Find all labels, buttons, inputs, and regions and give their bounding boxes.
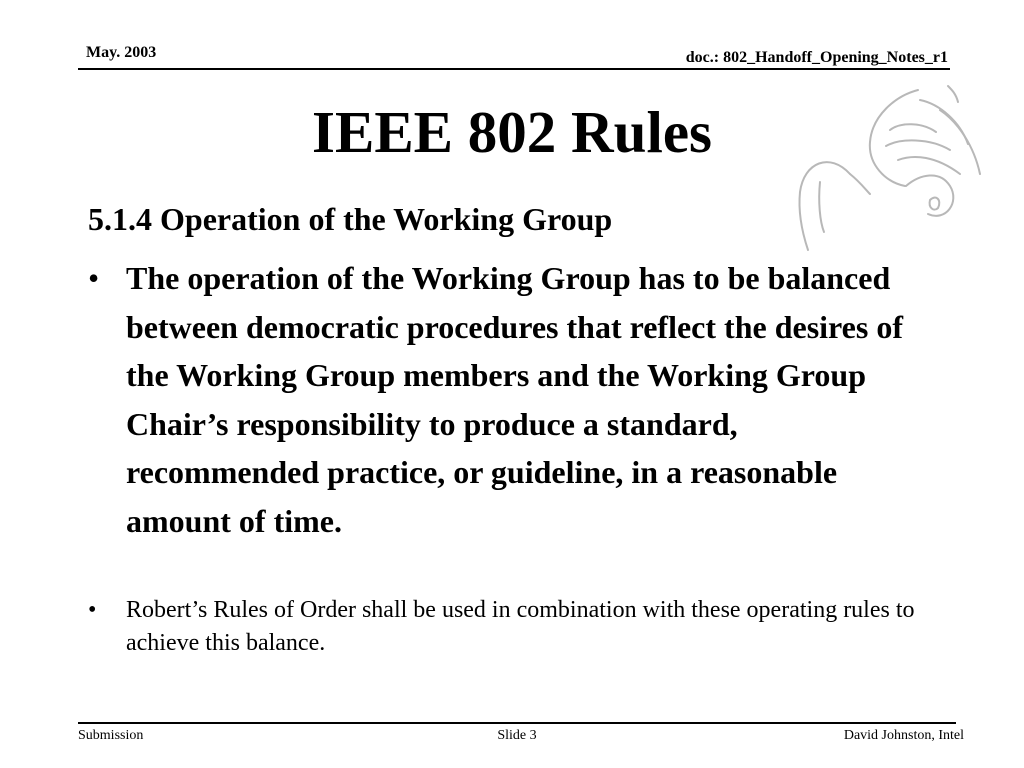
section-heading: 5.1.4 Operation of the Working Group [88,201,613,237]
footer-submission: Submission [78,728,144,743]
header-divider [78,68,950,70]
header-doc-id: doc.: 802_Handoff_Opening_Notes_r1 [685,49,948,66]
bullet-icon: • [88,260,100,296]
bullet-text: Robert’s Rules of Order shall be used in combination with these operating rules to achieve this balance. [126,597,915,656]
bullet-item [88,254,938,545]
footer-divider [78,722,956,724]
header-date: May. 2003 [86,44,157,61]
bullet-item [88,594,938,660]
footer-slide-number: Slide 3 [497,728,537,743]
footer-author: David Johnston, Intel [843,728,964,743]
bullet-icon: • [88,597,97,623]
bullet-text: The operation of the Working Group has to be balanced between democratic procedures that reflect the desires of the Working Group members and the Working Group Chair’s responsibility to produce a standard, recommended practice, or guideline, in a reasonable amount of time. [126,260,903,539]
slide-title: IEEE 802 Rules [312,99,712,165]
